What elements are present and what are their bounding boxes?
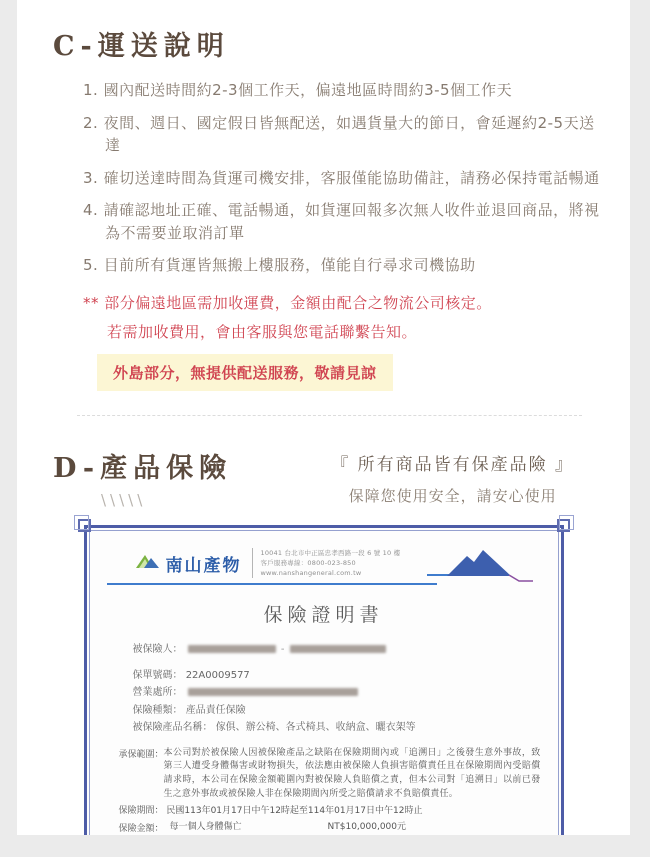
insurer-contact-lines: [261, 548, 401, 578]
shipping-section-title: C-運送說明: [53, 31, 230, 62]
shipping-item: 1. 國內配送時間約2-3個工作天，偏遠地區時間約3-5個工作天: [83, 81, 513, 99]
outlying-islands-note: 外島部分，無提供配送服務，敬請見諒: [97, 354, 393, 391]
certificate-corner-ornament: [78, 519, 91, 532]
mountain-graphic-icon: [427, 548, 535, 588]
policy-number-row: [133, 667, 541, 685]
policy-period-value: 民國113年01月17日中午12時起至114年01月17日中午12時止: [166, 806, 423, 817]
shipping-item: 3. 確切送達時間為貨運司機安排，客服僅能協助備註，請務必保持電話暢通: [83, 168, 600, 187]
coverage-text: 本公司對於被保險人因被保險產品之缺陷在保險期間內或「追溯日」之後發生意外事故，致第三人遭受身體傷害或財物損失，依法應由被保險人負損害賠償責任且在保險期間內受賠償請求時，本公司在保險金額範圍內對被保險人負賠償之責，但本公司對「追溯日」以前已發生之意外事故或被保險人非在保險期間內所受之賠償請求不負賠償責任。: [163, 747, 541, 800]
insured-products-label: 被保險產品名稱：: [132, 722, 213, 733]
insured-products-row: [133, 719, 541, 737]
insurer-phone: 客戶服務專線：0800-023-850: [260, 559, 356, 568]
shipping-item: 4. 請確認地址正確、電話暢通，如貨運回報多次無人收件並退回商品，將視為不需要並取消訂單: [83, 201, 600, 242]
premises-row: [133, 684, 541, 702]
coverage-label: 承保範圍：: [118, 749, 164, 760]
insurance-subtitle: 保障您使用安全，請安心使用: [348, 487, 557, 505]
insured-amounts-block: [119, 821, 541, 835]
certificate-body: [87, 528, 561, 835]
insurer-address: 10041 台北市中正區忠孝西路一段 6 號 10 樓: [260, 549, 401, 557]
shipping-section: [17, 0, 630, 391]
amount-row: [170, 821, 407, 835]
certificate-corner-ornament: [557, 519, 570, 532]
certificate-fields: [133, 641, 541, 737]
coverage-block: [119, 747, 541, 803]
insurance-quote: 『 所有商品皆有保產品險 』: [331, 455, 574, 475]
policy-period-label: 保險期間：: [118, 806, 164, 817]
header-rule: [107, 583, 437, 585]
insurance-section-header: [17, 416, 630, 509]
policy-period-row: [119, 804, 541, 818]
insurance-title-block: [53, 446, 232, 509]
amount-label: 每一個人身體傷亡: [169, 821, 242, 832]
policy-number-value: 22A0009577: [185, 669, 250, 681]
redacted-insured-name: [188, 645, 276, 653]
insured-products-value: 傢俱、辦公椅、各式椅具、收納盒、曬衣架等: [215, 722, 416, 733]
surcharge-note: ** 部分偏遠地區需加收運費，金額由配合之物流公司核定。: [83, 293, 492, 312]
mountain-logo-icon: [135, 552, 161, 574]
redacted-premises: [188, 688, 358, 696]
redacted-insured-name: [290, 645, 386, 653]
insurance-type-row: [133, 702, 541, 720]
insured-row: 被保險人： -: [133, 641, 541, 659]
shipping-notes: [83, 293, 600, 392]
insurer-brand-name: 南山產物: [165, 555, 242, 576]
insurer-website: www.nanshangeneral.com.tw: [260, 569, 362, 578]
shipping-list: [83, 79, 600, 277]
insured-amounts-table: [170, 821, 407, 835]
shipping-item: 2. 夜間、週日、國定假日皆無配送，如遇貨量大的節日，會延遲約2-5天送達: [83, 113, 595, 154]
hatch-decoration: \\\\\: [101, 491, 147, 509]
insurance-type-value: 產品責任保險: [185, 704, 246, 716]
certificate-header: [107, 542, 541, 592]
premises-label: 營業處所：: [132, 687, 183, 698]
brand-divider: [252, 548, 253, 578]
shipping-item: 5. 目前所有貨運皆無搬上樓服務，僅能自行尋求司機協助: [83, 256, 476, 274]
insurance-quote-block: [331, 446, 590, 506]
amount-value: NT$10,000,000元: [327, 821, 407, 832]
insured-label: 被保險人：: [132, 644, 183, 655]
product-description-card: [17, 0, 630, 835]
insurance-section-title: D-產品保險: [53, 453, 233, 484]
insurance-type-label: 保險種類：: [132, 704, 183, 716]
insurer-brand: [135, 548, 401, 578]
certificate-title: 保險證明書: [263, 604, 384, 626]
insurance-certificate: [84, 525, 564, 835]
surcharge-contact-note: 若需加收費用，會由客服與您電話聯繫告知。: [107, 323, 418, 342]
policy-number-label: 保單號碼：: [132, 669, 183, 681]
insured-amounts-label: 保險金額：: [118, 823, 164, 834]
